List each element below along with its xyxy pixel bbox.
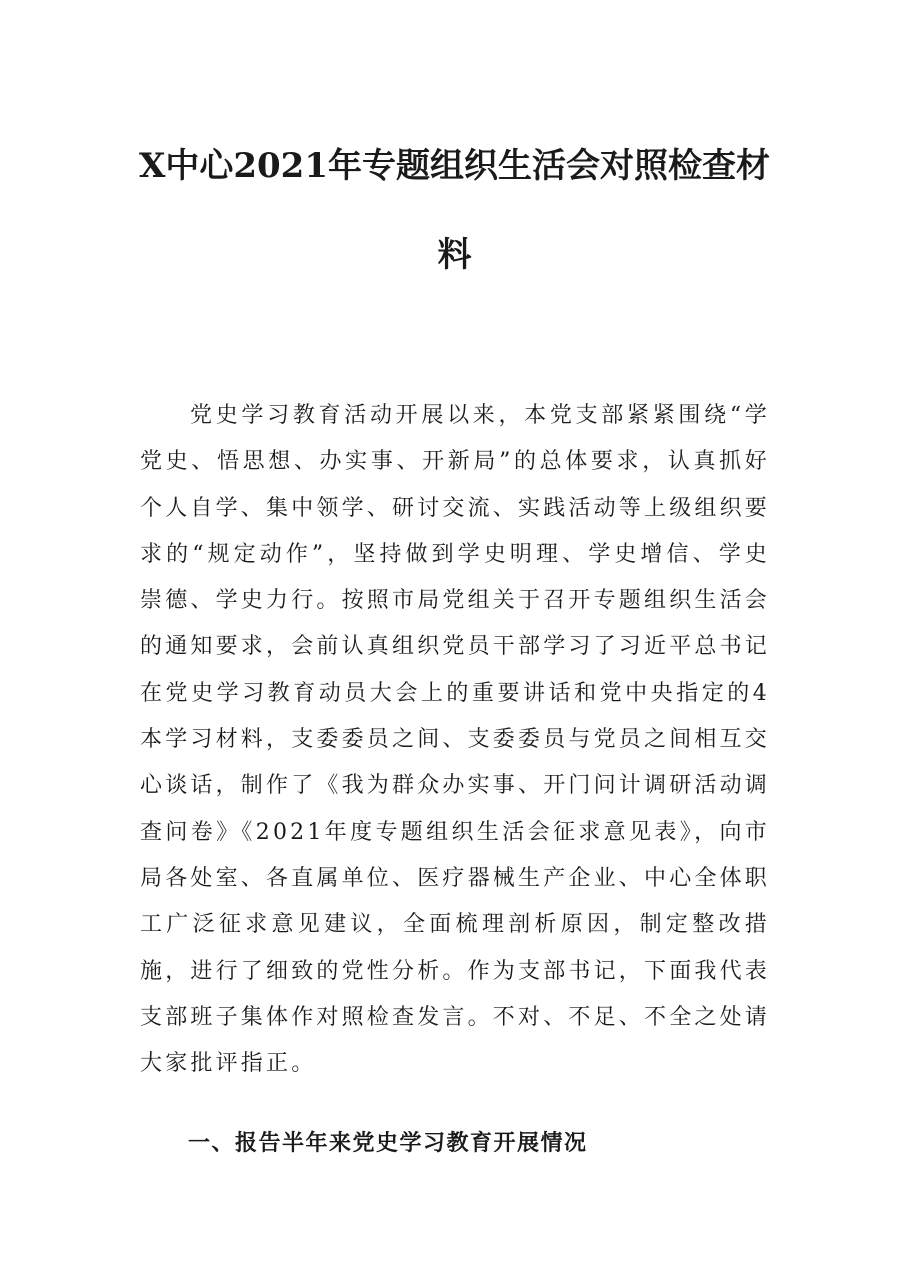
document-title-line-1: X中心2021年专题组织生活会对照检查材 xyxy=(138,146,770,186)
section-heading-1: 一、报告半年来党史学习教育开展情况 xyxy=(188,1130,588,1156)
document-title-line-2: 料 xyxy=(437,235,472,275)
intro-paragraph: 党史学习教育活动开展以来，本党支部紧紧围绕“学党史、悟思想、办实事、开新局”的总体要求，认真抓好个人自学、集中领学、研讨交流、实践活动等上级组织要求的“规定动作”，坚持做到学史明理、学史增信、学史崇德、学史力行。按照市局党组关于召开专题组织生活会的通知要求，会前认真组织党员干部学习了习近平总书记在党史学习教育动员大会上的重要讲话和党中央指定的4本学习材料，支委委员之间、支委委员与党员之间相互交心谈话，制作了《我为群众办实事、开门问计调研活动调查问卷》《2021年度专题组织生活会征求意见表》，向市局各处室、各直属单位、医疗器械生产企业、中心全体职工广泛征求意见建议，全面梳理剖析原因，制定整改措施，进行了细致的党性分析。作为支部书记，下面我代表支部班子集体作对照检查发言。不对、不足、不全之处请大家批评指正。 xyxy=(140,403,771,1077)
